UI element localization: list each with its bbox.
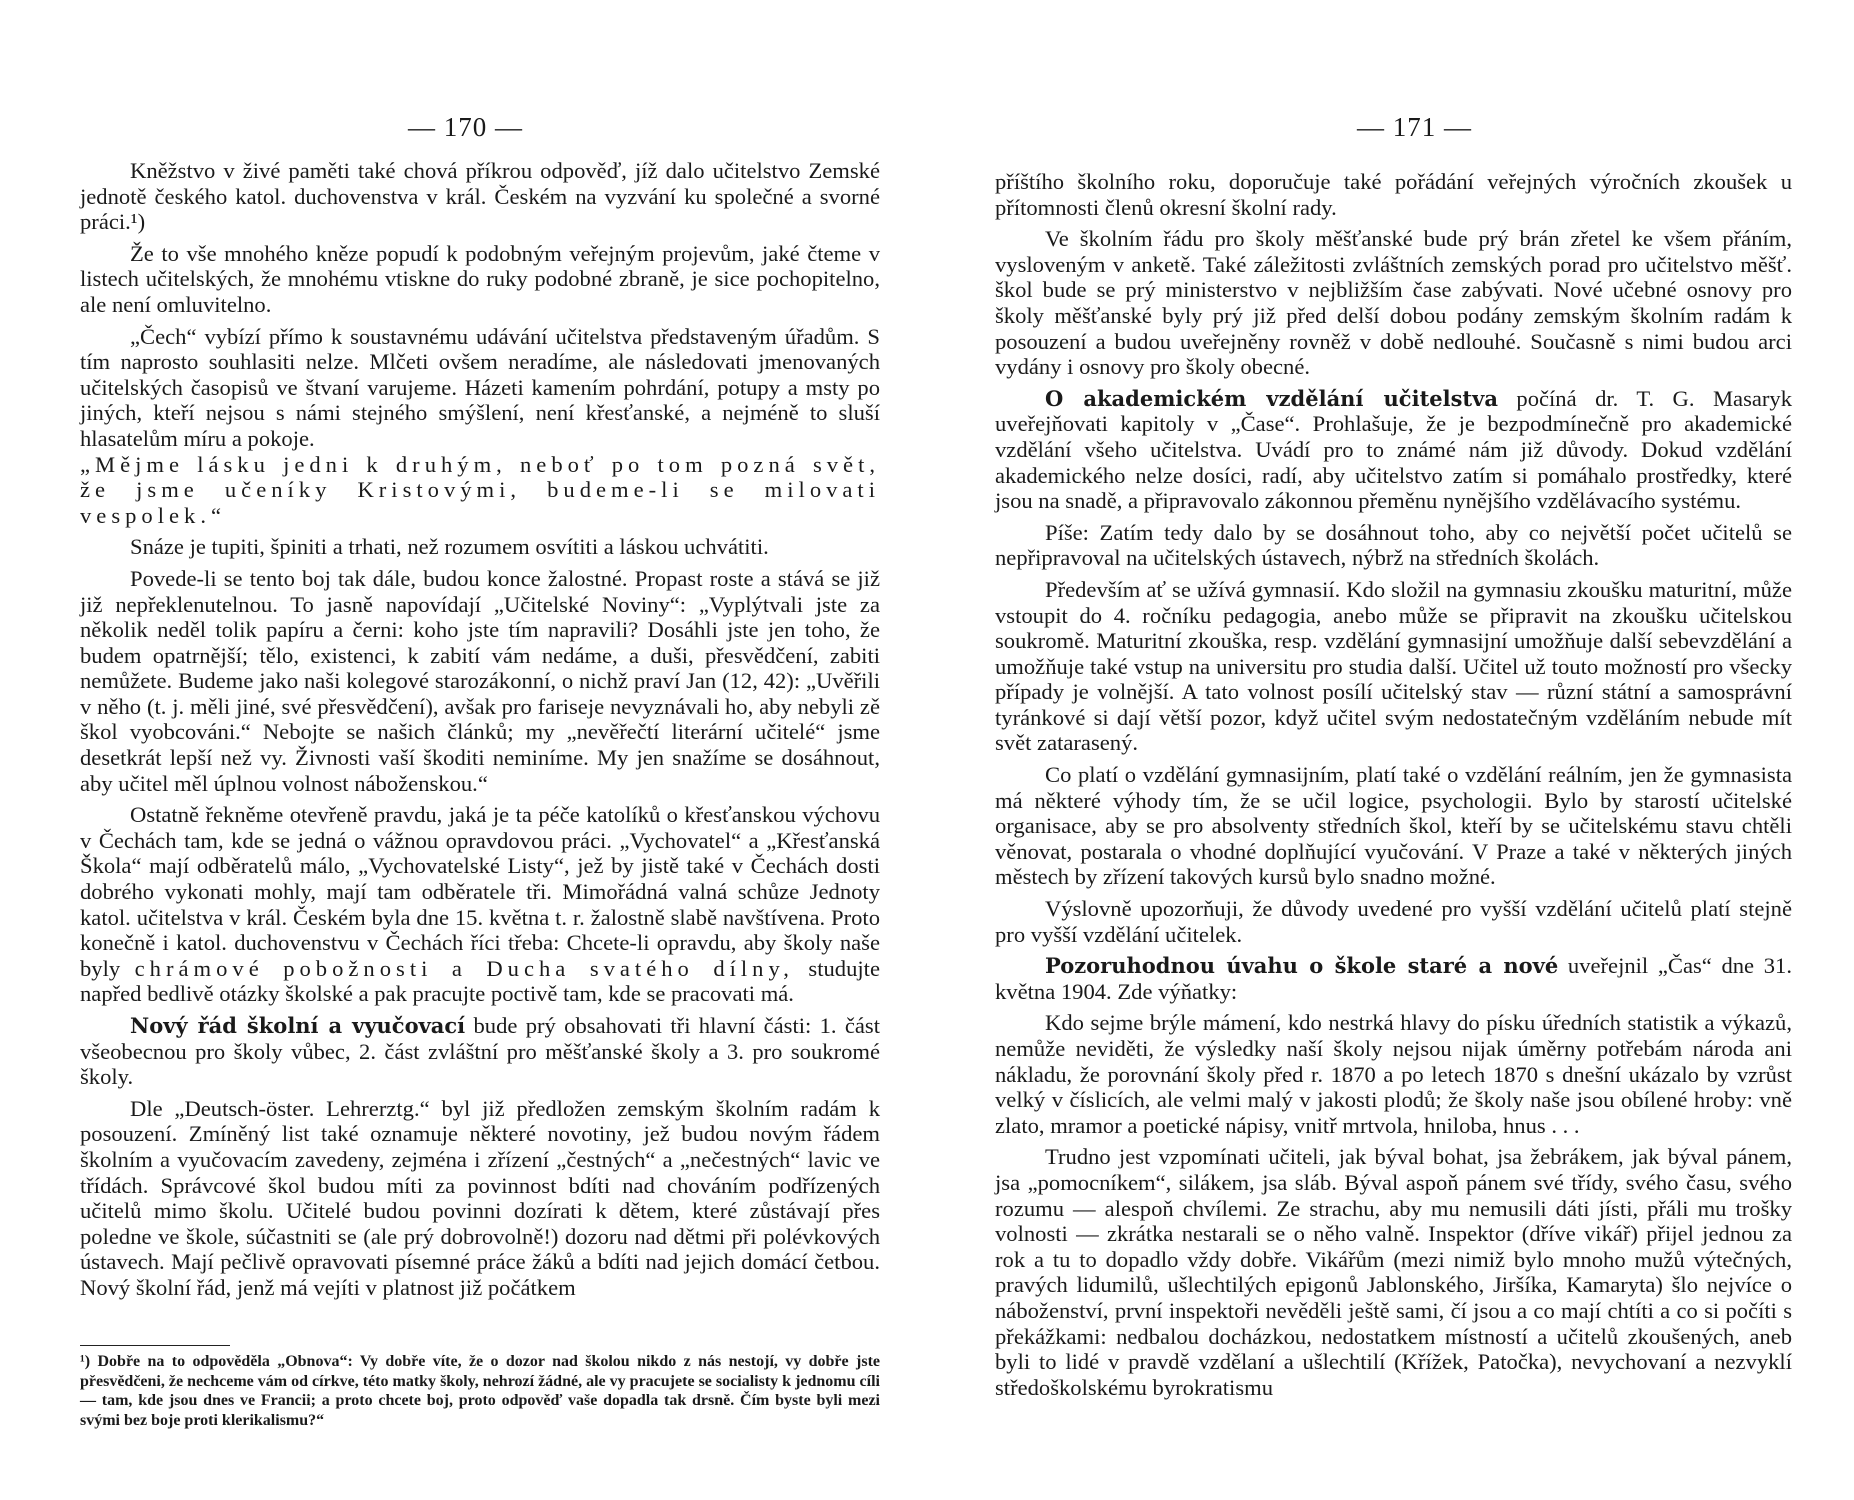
- paragraph: příštího školního roku, doporučuje také pořádání veřejných výročních zkoušek u přítomnosti členů okresní školní rady.: [995, 169, 1792, 220]
- spaced-quote: „Mějme lásku jedni k druhým, neboť po tom pozná svět, že jsme učeníky Kristovými, budeme-li se milovati vespolek.“: [80, 451, 880, 528]
- left-column: [80, 158, 880, 1307]
- paragraph-text: Ostatně řekněme otevřeně pravdu, jaká je ta péče katolíků o křesťanskou výchovu v Čechách tam, kde se jedná o vážnou opravdovou práci. „Vychovatel“ a „Křesťanská Škola“ mají odběratelů málo, „Vychovatelské Listy“, jež by jistě také v Čechách dosti dobrého vykonati mohly, mají tam odběratele tři. Mimořádná valná schůze Jednoty katol. učitelstva v král. Českém byla dne 15. května t. r. žalostně slabě navštívena. Proto konečně i katol. duchovenstvu v Čechách říci třeba: Chcete-li opravdu, aby školy naše byly: [80, 802, 880, 981]
- paragraph: Dle „Deutsch-öster. Lehrerztg.“ byl již předložen zemským školním radám k posouzení. Zmíněný list také oznamuje některé novotiny, jež budou novým řádem školním a vyučovacím zavedeny, zejména i zřízení „čestných“ a „nečestných“ lavic ve třídách. Správcové škol budou míti za povinnost bdíti nad chováním podřízených učitelů mimo školu. Učitelé budou povinni dozírati k dětem, které zůstávají přes poledne ve škole, súčastniti se (ale prý dobrovolně!) dozoru nad dětmi při polévkových ústavech. Mají pečlivě opravovati písemné práce žáků a bdíti nad jejich domácí četbou. Nový školní řád, jenž má vejíti v platnost již počátkem: [80, 1095, 880, 1300]
- paragraph: Snáze je tupiti, špiniti a trhati, než rozumem osvítiti a láskou uchvátiti.: [130, 534, 769, 560]
- paragraph-text: počíná dr. T. G. Masaryk uveřejňovati kapitoly v „Čase“. Prohlašuje, že je bezpodmínečně pro akademické vzdělání všeho učitelstva. Uvádí pro to známé nám již důvody. Dokud vzdělání akademického nelze dosíci, radí, aby učitelstvo zatím si pomáhalo prostředky, které jsou na snadě, a připravovalo zákonnou přeměnu nynějšího vzdělávacího systému.: [995, 385, 1793, 514]
- paragraph: [80, 1013, 880, 1090]
- paragraph: Především ať se užívá gymnasií. Kdo složil na gymnasiu zkoušku maturitní, může vstoupit do 4. ročníku pedagogia, anebo může se připravit na zkoušku učitelskou soukromě. Maturitní zkouška, resp. vzdělání gymnasijní umožňuje další sebevzdělání a umožňuje také vstup na universitu pro studia další. Učitel už touto možností pro všecky případy je volnější. A tato volnost posílí učitelský stav — různí státní a samosprávní tyránkové si dají větší pozor, když učitel svým nedostatečným vzděláním nebude mít svět zatarasený.: [995, 576, 1792, 756]
- paragraph-text: uveřejnil „Čas“ dne 31. května 1904. Zde výňatky:: [995, 953, 1792, 1004]
- paragraph: Povede-li se tento boj tak dále, budou konce žalostné. Propast roste a stává se již již nepřeklenutelnou. To jasně napovídají „Učitelské Noviny“: „Vyplýtvali jste za několik neděl tolik papíru a černi: koho jste tím napravili? Dosáhli jste jen toho, že budem opatrnější; tělo, existenci, k zabití vám nedáme, a duši, přesvědčení, zabiti nemůžete. Budeme jako naši kolegové starozákonní, o nichž praví Jan (12, 42): „Uvěřili v něho (t. j. měli jiné, své přesvědčení), avšak pro fariseje nevyznávali ho, aby nebyli zě škol vyobcováni.“ Nebojte se našich článků; my „nevěřečtí literární učitelé“ jsme desetkrát lepší než vy. Živnosti vaší škoditi neminíme. My jen snažíme se dosáhnout, aby učitel měl úplnou volnost náboženskou.“: [80, 565, 880, 796]
- paragraph-text: bude prý obsahovati tři hlavní části: 1. část všeobecnou pro školy vůbec, 2. část zvláštní pro měšťanské školy a 3. pro soukromé školy.: [80, 1013, 880, 1090]
- page-number: — 170 —: [408, 112, 523, 142]
- paragraph: Co platí o vzdělání gymnasijním, platí také o vzdělání reálním, jen že gymnasista má některé výhody tím, že se učil logice, psychologii. Bylo by starostí učitelské organisace, aby se pro absolventy středních škol, kteří by se učitelskému stavu chtěli věnovat, postarala o vhodné doplňující vyučování. V Praze a také v některých jiných městech by zřízení takových kursů bylo snadno možné.: [995, 762, 1792, 890]
- right-column: [995, 169, 1792, 1406]
- right-page: [927, 0, 1854, 1500]
- paragraph: Výslovně upozorňuji, že důvody uvedené pro vyšší vzdělání učitelů platí stejně pro vyšší vzdělání učitelek.: [995, 896, 1792, 947]
- paragraph: Kdo sejme brýle mámení, kdo nestrká hlavy do písku úředních statistik a výkazů, nemůže neviděti, že výsledky naší školy nejsou nijak úměrny potřebám národa ani nákladu, že porovnání školy před r. 1870 a po letech 1870 s dnešní ukázalo by vzrůst velký v číslicích, ale velmi malý v jakosti plodů; že školy naše jsou obílené hroby: vně zlato, mramor a poetické nápisy, vnitř mrtvola, hniloba, hnus . . .: [995, 1010, 1792, 1138]
- paragraph: „Čech“ vybízí přímo k soustavnému udávání učitelstva představeným úřadům. S tím naprosto souhlasiti nelze. Mlčeti ovšem neradíme, ale následovati jmenovaných učitelských časopisů ve štvaní varujeme. Házeti kamením pohrdání, potupy a msty po jiných, kteří nejsou s námi stejného smýšlení, není křesťanské, a nejméně to sluší hlasatelům míru a pokoje.: [80, 323, 880, 451]
- page-number: — 171 —: [1357, 112, 1472, 142]
- paragraph: Že to vše mnohého kněze popudí k podobným veřejným projevům, jaké čteme v listech učitelských, že mnohému vtiskne do ruky podobné zbraně, je sice pochopitelno, ale není omluvitelno.: [80, 240, 880, 317]
- paragraph: Ve školním řádu pro školy měšťanské bude prý brán zřetel ke všem přáním, vysloveným v anketě. Také záležitosti zvláštních zemských porad pro učitelstvo měšť. škol bude se prý ministerstvo v nejbližším čase zabývati. Nové učebné osnovy pro školy měšťanské byly prý již před delší dobou podány zemským školním radám k posouzení a budou uveřejněny rovněž v době nedlouhé. Současně s nimi budou arci vydány i osnovy pro školy obecné.: [995, 226, 1792, 380]
- footnote: ¹) Dobře na to odpověděla „Obnova“: Vy dobře víte, že o dozor nad školou nikdo z nás nestojí, vy dobře jste přesvědčeni, že nechceme vám od církve, této matky školy, nehrozí žádné, ale vy pracujete se socialisty k jednomu cíli — tam, kde jsou dnes ve Francii; a proto chcete boj, proto odpověď vaše dopadla tak drsně. Čím byste byli mezi svými bez boje proti klerikalismu?“: [80, 1353, 880, 1429]
- paragraph: [995, 386, 1792, 514]
- section-heading: Pozoruhodnou úvahu o škole staré a nové: [1045, 953, 1559, 979]
- paragraph: Píše: Zatím tedy dalo by se dosáhnout toho, aby co největší počet učitelů se nepřipravoval na učitelských ústavech, nýbrž na středních školách.: [995, 519, 1792, 571]
- footnote-rule: [80, 1345, 230, 1346]
- spaced-text: chrámové pobožnosti a Ducha svatého dílny,: [134, 955, 794, 981]
- section-heading: O akademickém vzdělání učitelstva: [1045, 385, 1498, 411]
- paragraph-text: studujte napřed bedlivě otázky školské a pak pracujte poctivě tam, kde se pracovati má.: [80, 955, 880, 1007]
- paragraph: Trudno jest vzpomínati učiteli, jak býval bohat, jsa žebrákem, jak býval pánem, jsa „pomocníkem“, silákem, jsa sláb. Býval aspoň pánem své třídy, svého času, svého rozumu — alespoň chvílemi. Ze strachu, aby mu nemusili dáti jísti, přáli mu trošky volnosti — zkrátka nestarali se o něho valně. Inspektor (dříve vikář) přijel jednou za rok a tu to dopadlo vždy dobře. Vikářům (mezi nimiž bylo mnoho mužů výtečných, pravých lidumilů, ušlechtilých epigonů Jablonského, Jiršíka, Kamaryta) šlo nejvíce o náboženství, první inspektoři nevěděli ještě sami, čí jsou a co mají chtíti a co si počíti s překážkami: nedbalou docházkou, nedostatkem místností a učitelů zkoušených, aneb byli to lidé v pravdě vzdělaní a ušlechtilí (Křížek, Patočka), nevychovaní a nezvyklí středoškolskému byrokratismu: [995, 1144, 1792, 1400]
- paragraph: [995, 953, 1792, 1004]
- paragraph: Kněžstvo v živé paměti také chová příkrou odpověď, jíž dalo učitelstvo Zemské jednotě českého katol. duchovenstva v král. Českém na vyzvání ku společné a svorné práci.¹): [80, 158, 880, 235]
- section-heading: Nový řád školní a vyučovací: [130, 1013, 466, 1038]
- paragraph: [80, 802, 880, 1007]
